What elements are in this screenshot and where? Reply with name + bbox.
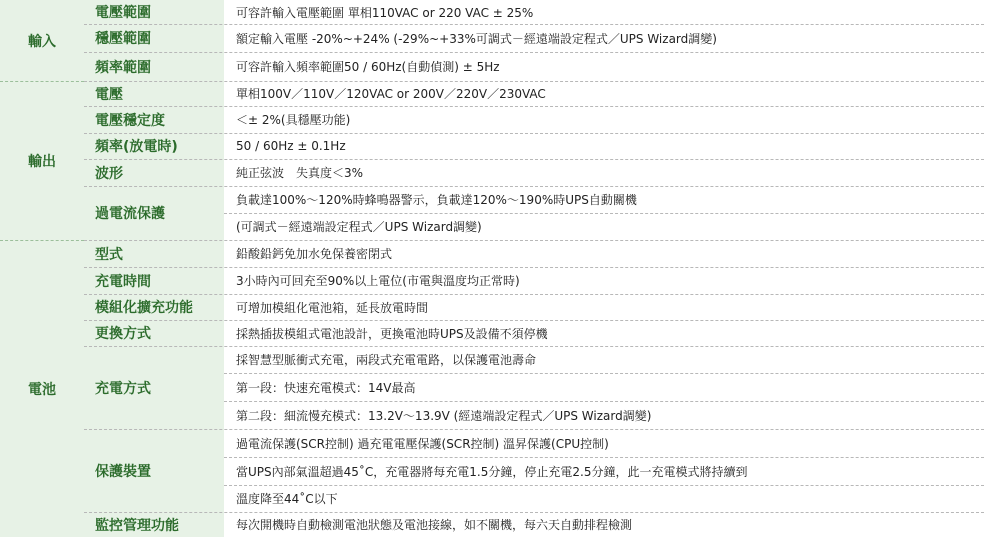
category-output: 輸出: [28, 153, 56, 170]
row-value: 純正弦波 失真度＜3%: [236, 166, 364, 180]
row-value: 當UPS內部氣溫超過45˚C，充電器將每充電1.5分鐘，停止充電2.5分鐘，此一充電模式將持續到: [236, 464, 748, 479]
row-value: 可容許輸入電壓範圍 單相110VAC or 220 VAC ± 25%: [236, 5, 534, 20]
category-battery: 電池: [28, 381, 56, 398]
row-value: 負載達100%～120%時蜂鳴器警示，負載達120%～190%時UPS自動關機: [236, 193, 637, 207]
row-label: 保護裝置: [95, 463, 151, 480]
row-label: 過電流保護: [95, 206, 165, 222]
row-label: 電壓範圍: [95, 5, 151, 21]
row-label: 頻率範圍: [95, 59, 151, 76]
row-value: 單相100V／110V／120VAC or 200V／220V／230VAC: [236, 87, 546, 101]
row-value: 鉛酸鉛鈣免加水免保養密閉式: [236, 247, 393, 261]
row-label: 模組化擴充功能: [95, 300, 193, 316]
row-value: 3小時內可回充至90%以上電位(市電與溫度均正常時): [236, 274, 520, 288]
row-value: 第二段：細流慢充模式：13.2V～13.9V (經遠端設定程式／UPS Wizard調變): [236, 408, 652, 423]
row-label: 電壓穩定度: [95, 112, 165, 129]
row-value: 可增加模組化電池箱，延長放電時間: [236, 300, 429, 315]
row-value: 每次開機時自動檢測電池狀態及電池接線，如不關機，每六天自動排程檢測: [236, 518, 633, 532]
category-input: 輸入: [28, 33, 56, 50]
row-label: 電壓: [95, 86, 123, 103]
row-value: 過電流保護(SCR控制) 過充電電壓保護(SCR控制) 溫昇保護(CPU控制): [236, 436, 609, 451]
row-value: 溫度降至44˚C以下: [236, 492, 338, 506]
row-value: 可容許輸入頻率範圍50 / 60Hz(自動偵測) ± 5Hz: [236, 60, 500, 74]
row-label: 波形: [95, 165, 123, 182]
row-value: 第一段：快速充電模式：14V最高: [236, 380, 416, 395]
line-divider: [224, 485, 984, 486]
row-value: 採熱插拔模組式電池設計，更換電池時UPS及設備不須停機: [236, 326, 548, 341]
row-label: 型式: [95, 246, 123, 263]
row-label: 充電方式: [95, 380, 151, 397]
row-value: ＜± 2%(具穩壓功能): [236, 113, 351, 127]
row-label: 充電時間: [95, 273, 151, 290]
row-value: 50 / 60Hz ± 0.1Hz: [236, 139, 346, 153]
row-value: 採智慧型脈衝式充電，兩段式充電電路，以保護電池壽命: [236, 353, 537, 367]
row-value: 額定輸入電壓 -20%~+24% (-29%~+33%可調式－經遠端設定程式／UPS Wizard調變): [236, 31, 717, 46]
row-label: 更換方式: [95, 326, 151, 342]
row-label: 監控管理功能: [95, 517, 179, 534]
row-label: 頻率(放電時): [95, 139, 178, 155]
row-label: 穩壓範圍: [95, 31, 151, 47]
row-value: (可調式－經遠端設定程式／UPS Wizard調變): [236, 220, 482, 234]
